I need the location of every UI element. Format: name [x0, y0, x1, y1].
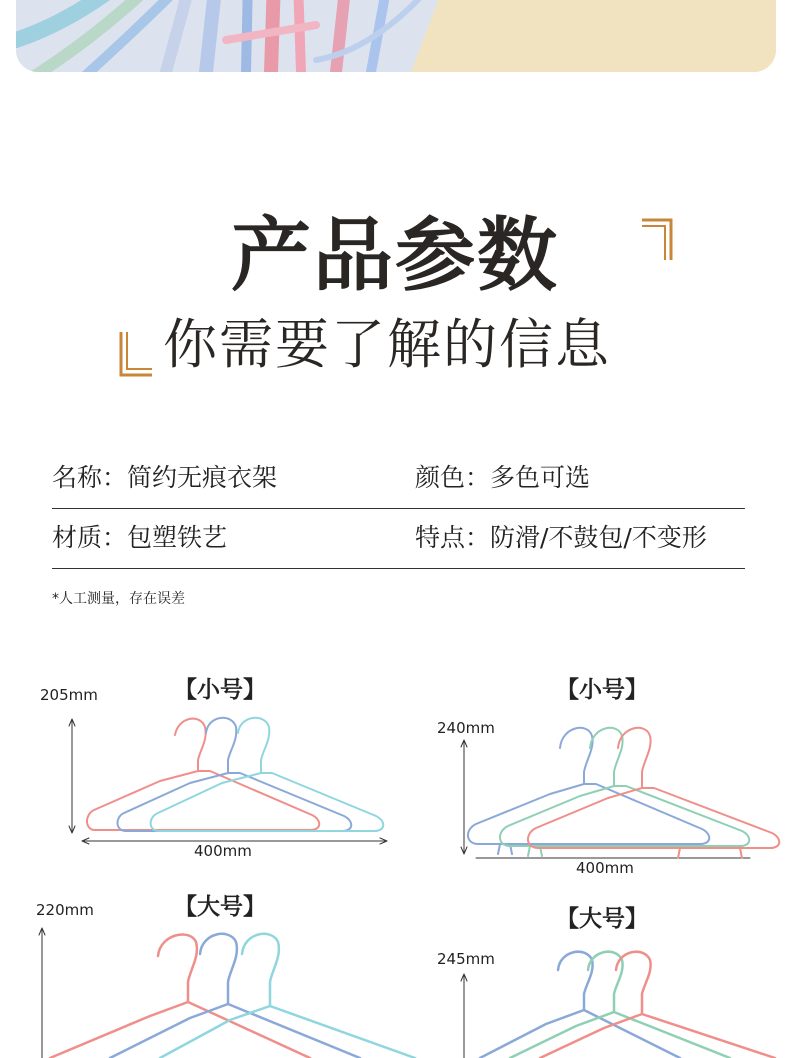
size-label-small-b: 【小号】	[556, 677, 648, 703]
hanger-diagram-large-a	[30, 920, 430, 1058]
spec-name: 名称：简约无痕衣架	[52, 463, 278, 492]
spec-features: 特点：防滑/不鼓包/不变形	[415, 523, 707, 552]
height-dimension-small-a: 205mm	[40, 686, 98, 704]
spec-row	[52, 508, 745, 569]
page-title: 产品参数	[231, 209, 559, 302]
height-dimension-small-b: 240mm	[437, 719, 495, 737]
width-dimension-small-a: 400mm	[194, 842, 252, 860]
size-label-large-b: 【大号】	[556, 906, 648, 932]
spec-material: 材质：包塑铁艺	[52, 523, 228, 552]
size-label-small-a: 【小号】	[174, 677, 266, 703]
hanger-diagram-small-b	[450, 712, 785, 872]
width-dimension-small-b: 400mm	[576, 859, 634, 877]
hanger-diagram-small-a	[60, 705, 400, 855]
height-dimension-large-a: 220mm	[36, 901, 94, 919]
height-dimension-large-b: 245mm	[437, 950, 495, 968]
measurement-note: *人工测量，存在误差	[52, 591, 185, 607]
hanger-diagram-large-b	[450, 940, 785, 1058]
size-label-large-a: 【大号】	[174, 894, 266, 920]
corner-bracket-bottom-left-icon	[118, 330, 154, 378]
page-subtitle: 你需要了解的信息	[163, 313, 611, 376]
spec-row	[52, 448, 745, 509]
top-banner-image	[16, 0, 776, 72]
spec-color: 颜色：多色可选	[415, 463, 591, 492]
corner-bracket-top-right-icon	[640, 217, 674, 263]
